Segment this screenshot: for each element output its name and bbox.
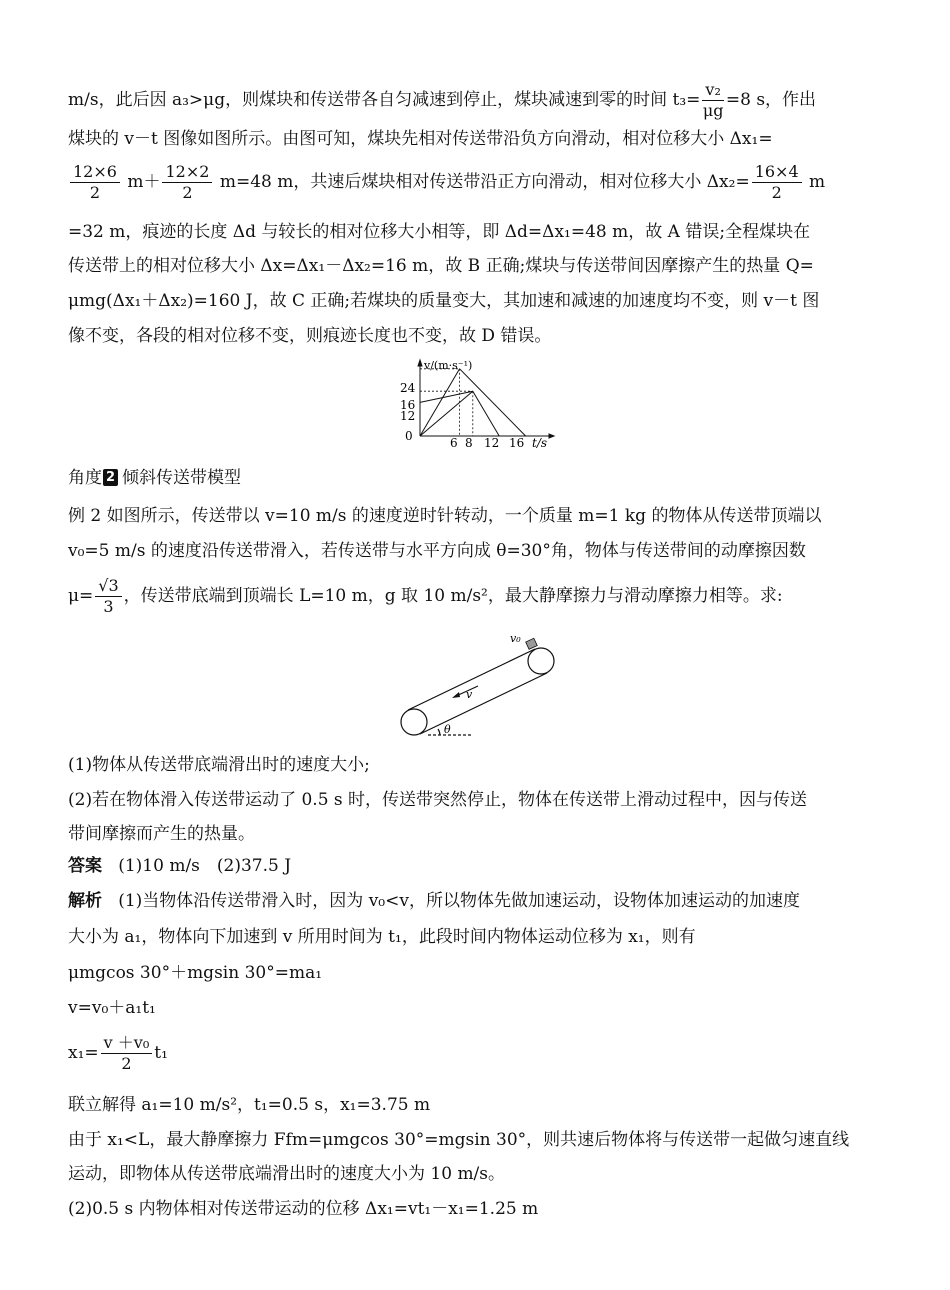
text: t₁ — [154, 1043, 168, 1063]
analysis-line-2: 大小为 a₁，物体向下加速到 v 所用时间为 t₁，此段时间内物体运动位移为 x₁，则有 — [68, 927, 696, 947]
analysis-label: 解析 — [68, 891, 102, 911]
angle-arc — [438, 729, 440, 735]
question-2-line-1: (2)若在物体滑入传送带运动了 0.5 s 时，传送带突然停止，物体在传送带上滑动过程中，因与传送 — [68, 790, 808, 810]
y-tick-label-24: 24 — [400, 381, 416, 395]
belt-lower-edge — [420, 673, 547, 734]
text: ，传送带底端到顶端长 L=10 m，g 取 10 m/s²，最大静摩擦力与滑动摩擦力相等。求: — [123, 586, 783, 606]
y-axis-arrow — [418, 360, 422, 366]
text: x₁= — [68, 1043, 99, 1063]
y-axis-label: v/(m·s⁻¹) — [424, 359, 473, 372]
example-line-3 — [68, 576, 882, 617]
series-line-segment — [473, 391, 499, 436]
theta-label: θ — [444, 723, 451, 736]
object-block — [526, 638, 538, 649]
fraction — [702, 80, 723, 121]
origin-label: 0 — [405, 429, 413, 443]
x-tick-label-8: 8 — [465, 436, 473, 450]
fraction — [752, 162, 802, 203]
fraction-numerator: 16×4 — [752, 162, 802, 183]
fraction — [101, 1033, 153, 1074]
fraction-numerator: √3 — [95, 576, 121, 597]
text: m=48 m，共速后煤块相对传送带沿正方向滑动，相对位移大小 Δx₂= — [214, 172, 750, 192]
series-line-segment — [420, 391, 473, 402]
fraction-denominator: 2 — [89, 183, 101, 202]
fraction-denominator: 2 — [771, 183, 782, 202]
question-2-line-2: 带间摩擦而产生的热量。 — [68, 824, 255, 844]
x-tick-label-16: 16 — [509, 436, 525, 450]
x-tick-label-6: 6 — [450, 436, 458, 450]
text: m/s，此后因 a₃>μg，则煤块和传送带各自匀减速到停止，煤块减速到零的时间 t₃= — [68, 90, 701, 110]
fraction — [95, 576, 121, 617]
answer-text: (1)10 m/s (2)37.5 J — [118, 856, 292, 876]
fraction-numerator: 12×2 — [162, 162, 212, 183]
example-line-1: 例 2 如图所示，传送带以 v=10 m/s 的速度逆时针转动，一个质量 m=1 kg 的物体从传送带顶端以 — [68, 506, 822, 526]
section-heading — [68, 465, 882, 491]
analysis-equation-1: μmgcos 30°＋mgsin 30°=ma₁ — [68, 963, 323, 983]
solution-line-7: 像不变，各段的相对位移不变，则痕迹长度也不变，故 D 错误。 — [68, 326, 552, 346]
series-line-segment — [460, 369, 526, 436]
vt-chart — [396, 356, 566, 450]
fraction — [162, 162, 212, 203]
solution-line-3 — [68, 162, 882, 203]
fraction-denominator: 3 — [103, 597, 114, 616]
example-line-2: v₀=5 m/s 的速度沿传送带滑入，若传送带与水平方向成 θ=30°角，物体与传送带间的动摩擦因数 — [68, 541, 806, 561]
fraction-numerator: 12×6 — [70, 162, 120, 183]
top-roller — [528, 648, 554, 674]
solution-line-5: 传送带上的相对位移大小 Δx=Δx₁－Δx₂=16 m，故 B 正确;煤块与传送带间因摩擦产生的热量 Q= — [68, 256, 814, 276]
text: m — [803, 172, 826, 192]
solution-line-1 — [68, 80, 882, 121]
analysis-line-5: 运动，即物体从传送带底端滑出时的速度大小为 10 m/s。 — [68, 1164, 506, 1184]
series-line-segment — [420, 391, 473, 436]
text: m＋ — [121, 172, 161, 192]
section-prefix: 角度 — [68, 468, 102, 488]
y-tick-label-16: 16 — [400, 398, 416, 412]
text: μ= — [68, 586, 94, 606]
analysis-line-1 — [68, 888, 882, 914]
fraction-denominator: 2 — [121, 1054, 132, 1073]
y-tick-label-12: 12 — [400, 409, 416, 423]
text: (1)当物体沿传送带滑入时，因为 v₀<v，所以物体先做加速运动，设物体加速运动的加速度 — [118, 891, 800, 911]
x-axis-label: t/s — [532, 436, 548, 450]
fraction — [70, 162, 120, 203]
x-axis-arrow — [549, 434, 554, 438]
section-title: 倾斜传送带模型 — [122, 468, 242, 488]
text: =8 s，作出 — [725, 90, 817, 110]
inclined-belt-figure — [392, 628, 572, 740]
bottom-roller — [401, 709, 427, 735]
x-tick-label-12: 12 — [484, 436, 500, 450]
analysis-equation-3 — [68, 1033, 882, 1074]
solution-line-6: μmg(Δx₁＋Δx₂)=160 J，故 C 正确;若煤块的质量变大，其加速和减速的加速度均不变，则 v－t 图 — [68, 291, 820, 311]
velocity-arrow-head — [452, 692, 460, 698]
analysis-line-4: 由于 x₁<L，最大静摩擦力 Ffm=μmgcos 30°=mgsin 30°，则共速后物体将与传送带一起做匀速直线 — [68, 1130, 850, 1150]
analysis-equation-2: v=v₀＋a₁t₁ — [68, 998, 156, 1018]
solution-line-2: 煤块的 v－t 图像如图所示。由图可知，煤块先相对传送带沿负方向滑动，相对位移大小 Δx₁= — [68, 129, 773, 149]
answer-label: 答案 — [68, 856, 102, 876]
section-number-badge: 2 — [103, 469, 118, 486]
fraction-numerator: v₂ — [702, 80, 723, 101]
solution-line-4: =32 m，痕迹的长度 Δd 与较长的相对位移大小相等，即 Δd=Δx₁=48 m，故 A 错误;全程煤块在 — [68, 222, 811, 242]
answer-line — [68, 853, 882, 879]
v-label: v — [466, 688, 473, 701]
v0-label: v₀ — [510, 632, 521, 645]
series-line-segment — [420, 369, 460, 436]
fraction-denominator: μg — [702, 101, 724, 120]
analysis-line-6: (2)0.5 s 内物体相对传送带运动的位移 Δx₁=vt₁－x₁=1.25 m — [68, 1199, 539, 1219]
analysis-line-3: 联立解得 a₁=10 m/s²，t₁=0.5 s，x₁=3.75 m — [68, 1095, 431, 1115]
question-1: (1)物体从传送带底端滑出时的速度大小; — [68, 755, 370, 775]
fraction-numerator: v ＋v₀ — [101, 1033, 153, 1054]
fraction-denominator: 2 — [182, 183, 193, 202]
